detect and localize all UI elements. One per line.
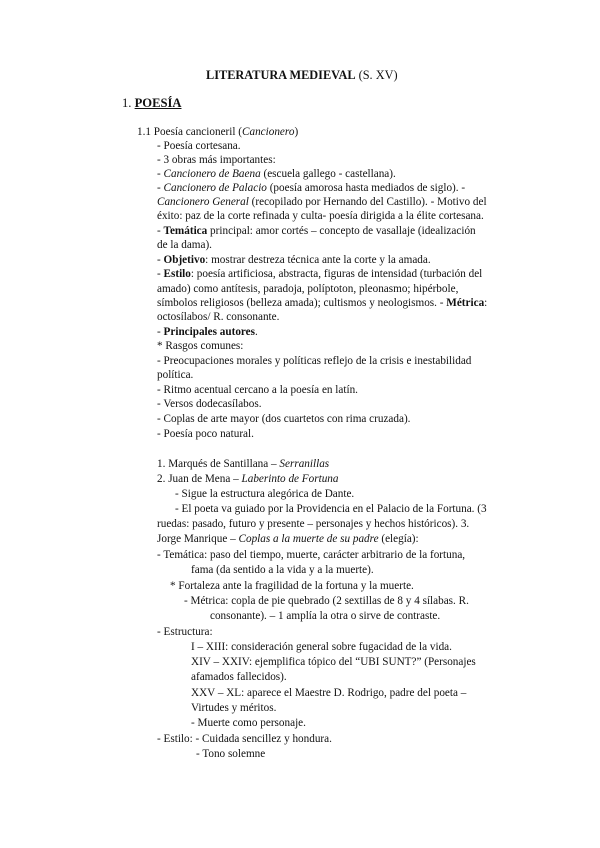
text-line: - Poesía cortesana. bbox=[157, 140, 241, 152]
text-line: - Coplas de arte mayor (dos cuartetos con rima cruzada). bbox=[157, 413, 411, 425]
text-line: Virtudes y méritos. bbox=[191, 702, 277, 714]
section-heading bbox=[122, 96, 181, 110]
text-line: - 3 obras más importantes: bbox=[157, 154, 276, 166]
subsection-heading bbox=[137, 125, 298, 139]
text-line: política. bbox=[157, 369, 194, 381]
author-item: 2. Juan de Mena – Laberinto de Fortuna bbox=[157, 473, 339, 485]
subsection-close: ) bbox=[294, 126, 299, 138]
text-line: fama (da sentido a la vida y a la muerte). bbox=[191, 564, 374, 576]
text-line: * Fortaleza ante la fragilidad de la fortuna y la muerte. bbox=[170, 580, 414, 592]
text-line: éxito: paz de la corte refinada y culta- poesía dirigida a la élite cortesana. bbox=[157, 210, 484, 222]
text-line: - El poeta va guiado por la Providencia en el Palacio de la Fortuna. (3 bbox=[175, 503, 487, 515]
text-line: - Sigue la estructura alegórica de Dante. bbox=[175, 488, 355, 500]
text-line: - Estilo: poesía artificiosa, abstracta, figuras de intensidad (turbación del bbox=[157, 268, 483, 280]
text-line: - Cancionero de Baena (escuela gallego - castellana). bbox=[157, 168, 396, 180]
subsection-italic: Cancionero bbox=[242, 126, 295, 138]
text-line: - Versos dodecasílabos. bbox=[157, 398, 262, 410]
author-item: 1. Marqués de Santillana – Serranillas bbox=[157, 458, 330, 470]
text-line: - Temática principal: amor cortés – concepto de vasallaje (idealización bbox=[157, 225, 476, 237]
title-bold: LITERATURA MEDIEVAL bbox=[206, 68, 356, 82]
text-line: - Tono solemne bbox=[196, 748, 266, 760]
text-line: - Estructura: bbox=[157, 626, 213, 638]
text-line: Cancionero General (recopilado por Hernando del Castillo). - Motivo del bbox=[157, 196, 487, 208]
text-line: - Estilo: - Cuidada sencillez y hondura. bbox=[157, 733, 332, 745]
text-line: - Poesía poco natural. bbox=[157, 428, 254, 440]
text-line: XIV – XXIV: ejemplifica tópico del “UBI SUNT?” (Personajes bbox=[191, 656, 476, 668]
text-line: de la dama). bbox=[157, 239, 212, 251]
text-line: XXV – XL: aparece el Maestre D. Rodrigo, padre del poeta – bbox=[191, 687, 467, 699]
text-line: - Principales autores. bbox=[157, 326, 258, 338]
subsection-text: 1.1 Poesía cancioneril ( bbox=[137, 126, 243, 138]
text-line: octosílabos/ R. consonante. bbox=[157, 311, 280, 323]
text-line: afamados fallecidos). bbox=[191, 671, 287, 683]
text-line: - Temática: paso del tiempo, muerte, carácter arbitrario de la fortuna, bbox=[157, 549, 466, 561]
text-line: - Cancionero de Palacio (poesía amorosa hasta mediados de siglo). - bbox=[157, 182, 466, 194]
author-item: Jorge Manrique – Coplas a la muerte de su padre (elegía): bbox=[157, 533, 419, 545]
text-line: - Ritmo acentual cercano a la poesía en latín. bbox=[157, 384, 358, 396]
text-line: - Métrica: copla de pie quebrado (2 sextillas de 8 y 4 sílabas. R. bbox=[184, 595, 469, 607]
text-line: amado) como antítesis, paradoja, políptoton, pleonasmo; hipérbole, bbox=[157, 283, 459, 295]
text-line: * Rasgos comunes: bbox=[157, 340, 244, 352]
section-label: POESÍA bbox=[134, 96, 182, 110]
title-century: (S. XV) bbox=[355, 68, 398, 82]
text-line: ruedas: pasado, futuro y presente – personajes y hechos históricos). 3. bbox=[157, 518, 470, 530]
text-line: símbolos religiosos (belleza amada); cultismos y neologismos. - Métrica: bbox=[157, 297, 488, 309]
document-title bbox=[206, 68, 398, 82]
text-line: - Preocupaciones morales y políticas reflejo de la crisis e inestabilidad bbox=[157, 355, 472, 367]
section-number: 1. bbox=[122, 96, 135, 110]
text-line: - Objetivo: mostrar destreza técnica ante la corte y la amada. bbox=[157, 254, 431, 266]
text-line: I – XIII: consideración general sobre fugacidad de la vida. bbox=[191, 641, 452, 653]
text-line: - Muerte como personaje. bbox=[191, 717, 306, 729]
text-line: consonante). – 1 amplía la otra o sirve de contraste. bbox=[210, 610, 441, 622]
